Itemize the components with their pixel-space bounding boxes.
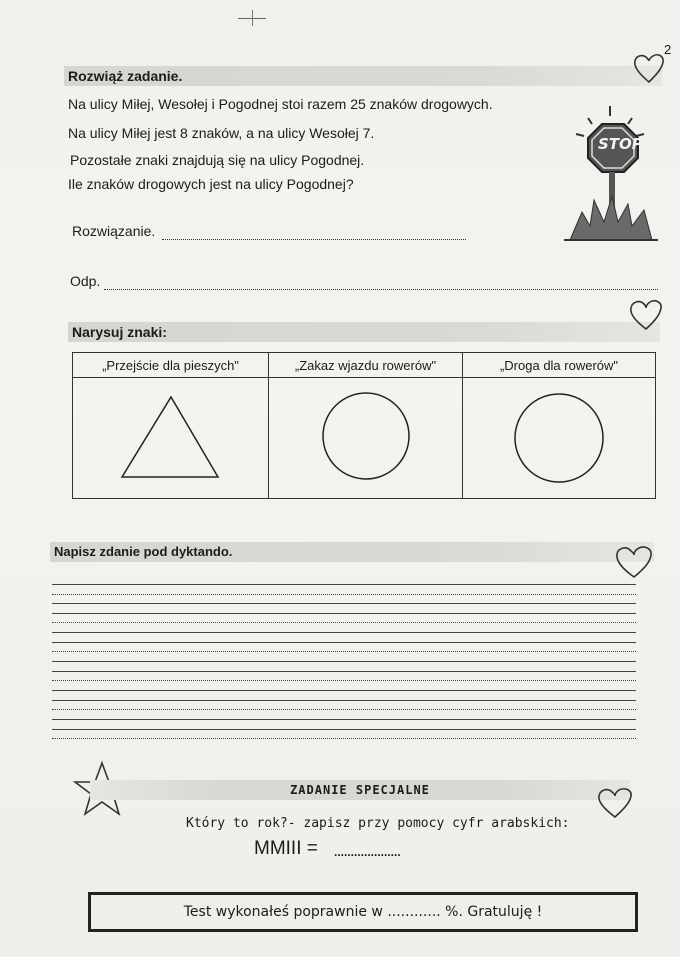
answer-label: Odp. <box>70 273 101 289</box>
sign-drawing-cell[interactable] <box>269 378 463 499</box>
stop-sign-icon <box>560 104 660 244</box>
heart-icon <box>628 298 664 332</box>
task2-heading: Narysuj znaki: <box>68 322 660 342</box>
top-mark <box>252 10 253 26</box>
special-task-title: ZADANIE SPECJALNE <box>90 780 630 800</box>
signs-table <box>72 352 656 499</box>
dictation-line <box>52 661 636 662</box>
heart-icon <box>614 544 654 580</box>
dictation-line <box>52 603 636 604</box>
result-prefix: Test wykonałeś poprawnie w <box>183 904 383 920</box>
dictation-line <box>52 613 636 614</box>
sign-drawing-cell[interactable] <box>73 378 269 499</box>
page-number: 2 <box>664 42 672 57</box>
task3-heading: Napisz zdanie pod dyktando. <box>50 542 654 562</box>
heart-icon <box>596 786 634 820</box>
task1-line-4: Ile znaków drogowych jest na ulicy Pogodnej? <box>68 176 354 192</box>
sign-column-header: „Zakaz wjazdu rowerów" <box>269 353 463 378</box>
answer-line[interactable] <box>104 288 658 290</box>
roman-answer-line[interactable]: .................... <box>334 845 401 859</box>
triangle-icon <box>116 391 226 481</box>
result-suffix: %. Gratuluję ! <box>445 904 543 920</box>
dictation-line <box>52 738 636 739</box>
task1-line-1: Na ulicy Miłej, Wesołej i Pogodnej stoi razem 25 znaków drogowych. <box>68 96 493 112</box>
roman-numeral: MMIII = <box>254 838 318 859</box>
sign-column-header: „Droga dla rowerów" <box>463 353 656 378</box>
dictation-line <box>52 651 636 652</box>
dictation-line <box>52 642 636 643</box>
heart-icon <box>632 52 666 86</box>
circle-icon <box>316 386 416 486</box>
sign-column-header: „Przejście dla pieszych" <box>73 353 269 378</box>
dictation-line <box>52 709 636 710</box>
stop-sign-label: STOP <box>598 135 643 153</box>
dictation-line <box>52 594 636 595</box>
sign-drawing-cell[interactable] <box>463 378 656 499</box>
dictation-line <box>52 690 636 691</box>
dictation-line <box>52 719 636 720</box>
solution-line[interactable] <box>162 238 466 240</box>
result-box <box>88 892 638 932</box>
task1-line-2: Na ulicy Miłej jest 8 znaków, a na ulicy Wesołej 7. <box>68 125 375 141</box>
dictation-line <box>52 680 636 681</box>
special-question: Który to rok?- zapisz przy pomocy cyfr arabskich: <box>186 816 570 831</box>
dictation-line <box>52 632 636 633</box>
circle-icon <box>509 386 609 486</box>
dictation-line <box>52 622 636 623</box>
solution-label: Rozwiązanie. <box>72 223 156 239</box>
dictation-line <box>52 729 636 730</box>
dictation-line <box>52 584 636 585</box>
task1-heading: Rozwiąż zadanie. <box>64 66 662 86</box>
result-percent-field[interactable]: ............ <box>387 904 441 920</box>
dictation-line <box>52 700 636 701</box>
dictation-line <box>52 671 636 672</box>
task1-line-3: Pozostałe znaki znajdują się na ulicy Pogodnej. <box>70 152 365 168</box>
